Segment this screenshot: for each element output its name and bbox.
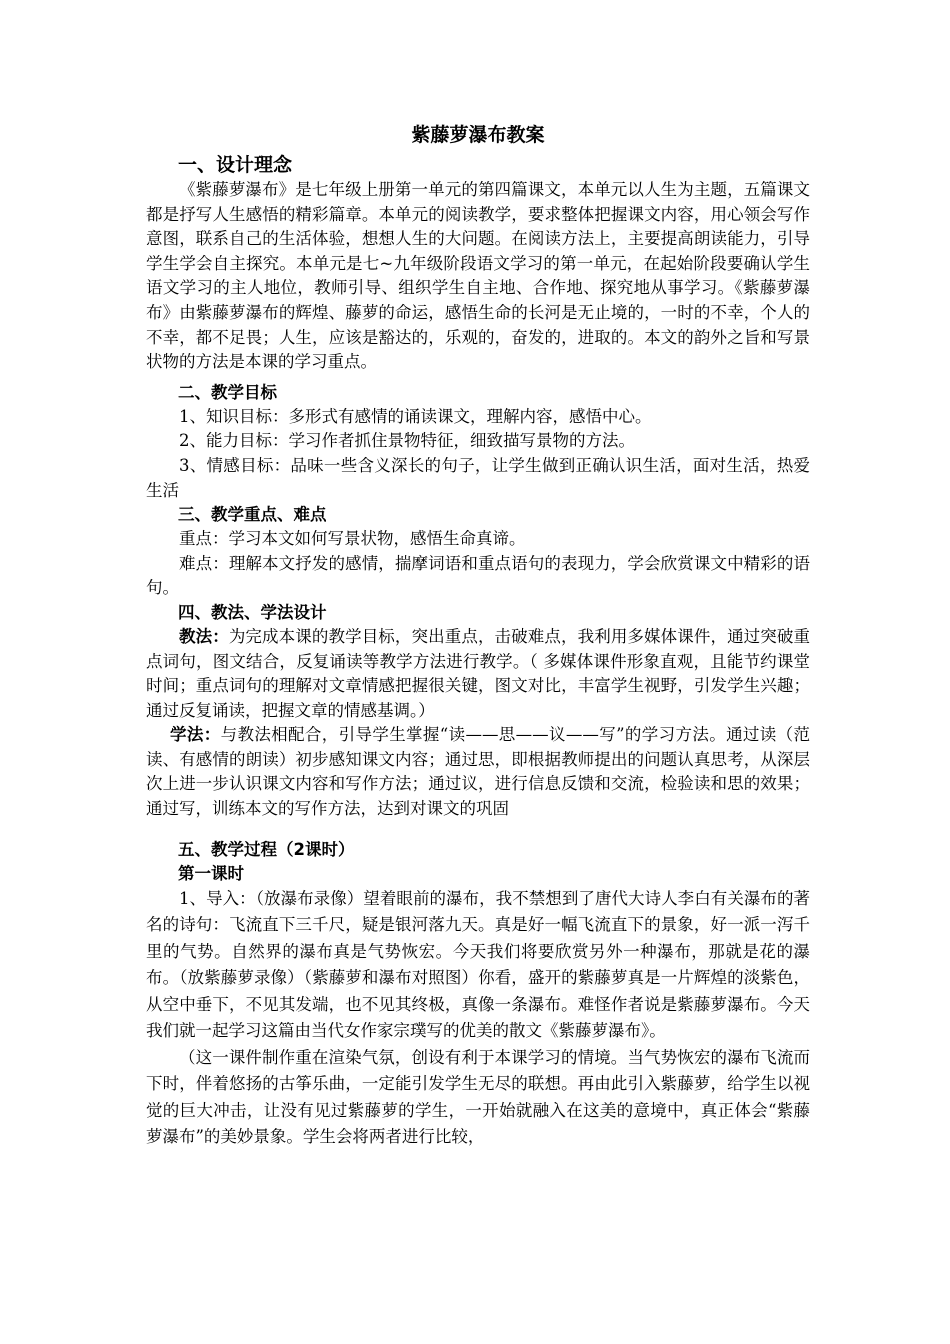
section-heading-methods: 四、教法、学法设计 (178, 602, 327, 622)
paragraph-introduction: 1、导入：（放瀑布录像）望着眼前的瀑布，我不禁想到了唐代大诗人李白有关瀑布的著名的诗句：飞流直下三千尺，疑是银河落九天。真是好一幅飞流直下的景象，好一派一泻千里的气势。自然界的瀑布真是气势恢宏。今天我们将要欣赏另外一种瀑布，那就是花的瀑布。（放紫藤萝录像）（紫藤萝和瀑布对照图）你看，盛开的紫藤萝真是一片辉煌的淡紫色，从空中垂下，不见其发端，也不见其终极，真像一条瀑布。难怪作者说是紫藤萝瀑布。今天我们就一起学习这篇由当代女作家宗璞写的优美的散文《紫藤萝瀑布》。 (146, 888, 810, 1041)
section-heading-design-concept: 一、设计理念 (178, 154, 293, 176)
goal-emotion: 3、情感目标：品味一些含义深长的句子，让学生做到正确认识生活，面对生活，热爱生活 (146, 455, 810, 500)
teaching-method-body: 为完成本课的教学目标，突出重点，击破难点，我利用多媒体课件，通过突破重点词句，图文结合，反复诵读等教学方法进行教学。（ 多媒体课件形象直观，且能节约课堂时间；重点词句的理解对文章情感把握很关键，图文对比，丰富学生视野，引发学生兴趣；通过反复诵读，把握文章的情感基调。） (146, 626, 811, 720)
teaching-method-lead: 教法： (179, 626, 229, 646)
learning-method-lead: 学法： (170, 725, 221, 745)
section-heading-teaching-process: 五、教学过程（2课时） (178, 839, 355, 859)
subheading-first-lesson: 第一课时 (178, 863, 244, 883)
key-point: 重点：学习本文如何写景状物，感悟生命真谛。 (179, 529, 526, 549)
paragraph-courseware-note: （这一课件制作重在渲染气氛，创设有利于本课学习的情境。当气势恢宏的瀑布飞流而下时，伴着悠扬的古筝乐曲，一定能引发学生无尽的联想。再由此引入紫藤萝，给学生以视觉的巨大冲击，让没有见过紫藤萝的学生，一开始就融入在这美的意境中，真正体会“紫藤萝瀑布”的美妙景象。学生会将两者进行比较， (146, 1047, 810, 1147)
section-heading-teaching-goals: 二、教学目标 (178, 382, 277, 402)
learning-method-body: 与教法相配合，引导学生掌握“读——思——议——写”的学习方法。通过读（范读、有感情的朗读）初步感知课文内容；通过思，即根据教师提出的问题认真思考，从深层次上进一步认识课文内容和写作方法；通过议，进行信息反馈和交流，检验读和思的效果；通过写，训练本文的写作方法，达到对课文的巩固 (146, 725, 811, 819)
goal-knowledge: 1、知识目标：多形式有感情的诵读课文，理解内容，感悟中心。 (179, 406, 652, 426)
document-title: 紫藤萝瀑布教案 (411, 124, 545, 146)
section-heading-key-points: 三、教学重点、难点 (178, 505, 327, 525)
difficult-point: 难点：理解本文抒发的感情，揣摩词语和重点语句的表现力，学会欣赏课文中精彩的语句。 (146, 553, 810, 598)
teaching-method-paragraph (146, 625, 810, 723)
learning-method-paragraph (146, 723, 810, 821)
document-page (146, 118, 810, 1151)
goal-ability: 2、能力目标：学习作者抓住景物特征，细致描写景物的方法。 (179, 431, 635, 451)
paragraph-design-concept: 《紫藤萝瀑布》是七年级上册第一单元的第四篇课文，本单元以人生为主题，五篇课文都是抒写人生感悟的精彩篇章。本单元的阅读教学，要求整体把握课文内容，用心领会写作意图，联系自己的生活体验，想想人生的大问题。在阅读方法上，主要提高朗读能力，引导学生学会自主探究。本单元是七~九年级阶段语文学习的第一单元，在起始阶段要确认学生语文学习的主人地位，教师引导、组织学生自主地、合作地、探究地从事学习。《紫藤萝瀑布》由紫藤萝瀑布的辉煌、藤萝的命运，感悟生命的长河是无止境的，一时的不幸，个人的不幸，都不足畏；人生，应该是豁达的，乐观的，奋发的，进取的。本文的韵外之旨和写景状物的方法是本课的学习重点。 (146, 180, 810, 372)
